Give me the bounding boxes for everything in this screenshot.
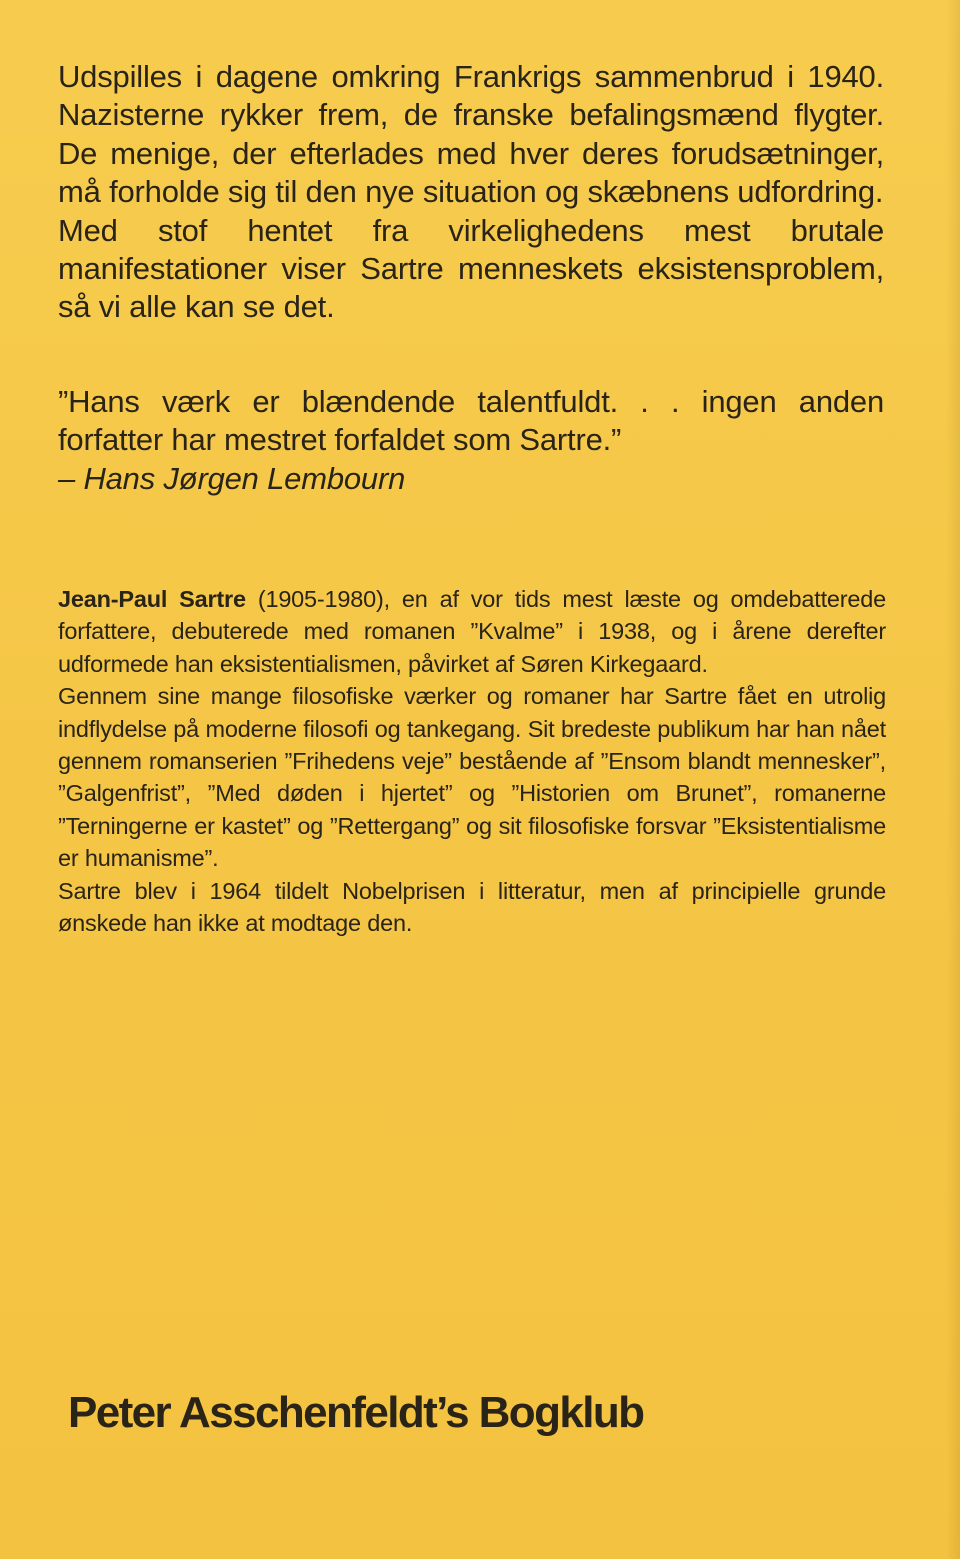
bio-paragraph-2: Gennem sine mange filosofiske værker og romaner har Sartre fået en utrolig indflydelse på moderne filosofi og tankegang. Sit bredeste publikum har han nået gennem romanserien ”Frihedens veje” bestående af ”Ensom blandt mennesker”, ”Galgenfrist”, ”Med døden i hjertet” og ”Historien om Brunet”, romanerne ”Terningerne er kastet” og ”Rettergang” og sit filosofiske forsvar ”Eksistentialisme er humanisme”.: [58, 683, 886, 872]
blurb-paragraph-1: Udspilles i dagene omkring Frankrigs sammenbrud i 1940. Nazisterne rykker frem, de franske befalingsmænd flygter. De menige, der efterlades med hver deres forudsætninger, må forholde sig til den nye situation og skæbnens udfordring.: [58, 59, 884, 210]
blurb-paragraph-2: Med stof hentet fra virkelighedens mest brutale manifestationer viser Sartre menneskets eksistensproblem, så vi alle kan se det.: [58, 212, 884, 325]
bio-paragraph-3: Sartre blev i 1964 tildelt Nobelprisen i litteratur, men af principielle grunde ønskede han ikke at modtage den.: [58, 877, 886, 937]
publisher-name: Peter Asschenfeldt’s Bogklub: [68, 1388, 644, 1437]
quote-text: ”Hans værk er blændende talentfuldt. . . ingen anden forfatter har mestret forfaldet som Sartre.”: [58, 384, 884, 458]
review-quote: [58, 383, 884, 498]
cover-edge-shade: [946, 0, 960, 1559]
author-name: Jean-Paul Sartre: [58, 586, 246, 612]
blurb-text: [58, 58, 884, 327]
author-bio: [58, 583, 886, 939]
quote-attribution: – Hans Jørgen Lembourn: [58, 460, 406, 496]
bio-paragraph-1-text: (1905-1980), en af vor tids mest læste og omdebatterede forfattere, debuterede med romanen ”Kvalme” i 1938, og i årene derefter udformede han eksistentialismen, påvirket af Søren Kirkegaard.: [58, 586, 886, 677]
bio-paragraph-1: [58, 583, 886, 680]
